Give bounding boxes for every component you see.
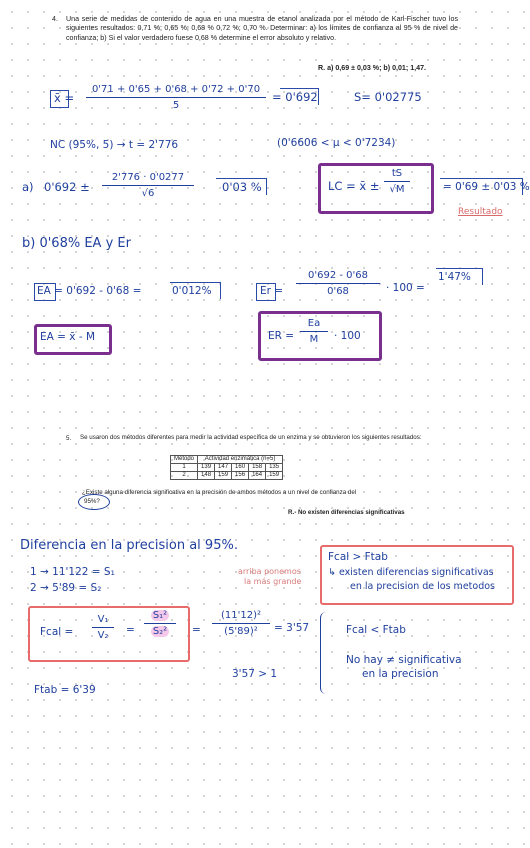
table-cell: 139 <box>198 464 215 472</box>
equals-sign: = <box>126 624 135 636</box>
problem-5-statement: Se usaron dos métodos diferentes para medir la actividad específica de un enzima y se obtuvieron los siguientes resultados: <box>80 434 422 441</box>
part-a-label: a) <box>22 180 34 194</box>
lc-numerator: tS <box>391 168 403 179</box>
er-result: 1'47% <box>438 271 471 283</box>
mean-result: = 0'692 <box>272 90 318 104</box>
table-row <box>171 472 283 480</box>
ea-formula: EA = x̄ - M <box>40 331 96 343</box>
er-numerator: 0'692 - 0'68 <box>308 270 368 281</box>
s2-squared: S₂² <box>152 626 168 637</box>
problem-5-number: 5. <box>66 435 72 442</box>
ratio-numerator: (11'12)² <box>220 610 261 621</box>
resultado-label: Resultado <box>458 207 503 217</box>
er-formula-multiplier: · 100 <box>334 330 361 342</box>
conclusion-box-line-1: ↳ existen diferencias significativas <box>328 567 494 578</box>
table-cell: 156 <box>232 472 249 480</box>
part-b-label: b) 0'68% EA y Er <box>22 236 131 251</box>
ratio-fraction <box>212 610 270 637</box>
ea-calculation: EA = 0'692 - 0'68 = <box>37 285 142 297</box>
conclusion-no-difference: No hay ≠ significativa <box>346 654 462 666</box>
er-formula-numerator: Ea <box>307 318 321 329</box>
part-a-expression: 0'692 ± <box>44 180 90 194</box>
conclusion-in-precision: en la precision <box>362 668 439 680</box>
table-cell: 135 <box>266 464 283 472</box>
table-header-row <box>171 456 283 464</box>
red-note-line-2: la más grande <box>244 577 302 586</box>
problem-4-number: 4. <box>52 15 58 23</box>
lc-fraction <box>384 168 410 195</box>
stddev-squared-fraction <box>144 610 176 637</box>
nc-line: NC (95%, 5) → t = 2'776 <box>50 139 179 151</box>
table-cell: 158 <box>249 464 266 472</box>
lc-formula: LC = x̄ ± <box>328 179 380 193</box>
conclusion-fcal-vs-ftab: Fcal < Ftab <box>346 624 406 636</box>
part-a-fraction <box>102 172 194 199</box>
stddev-fraction-line <box>144 623 176 624</box>
er-formula-fraction <box>300 318 328 345</box>
ratio-fraction-line <box>212 623 270 624</box>
er-formula-label: ER = <box>268 330 295 342</box>
ea-result: 0'012% <box>172 285 212 297</box>
table-header-method: Método <box>171 456 198 464</box>
lc-fraction-line <box>384 181 410 182</box>
er-multiplier: · 100 = <box>386 282 425 294</box>
equals-sign-2: = <box>192 624 201 636</box>
conclusion-box-line-2: en la precision de los metodos <box>350 581 495 592</box>
variance-1: V₁ <box>97 614 109 625</box>
table-header-activity: Actividad enzimática (n=5) <box>198 456 283 464</box>
confidence-interval: (0'6606 < μ < 0'7234) <box>277 137 396 149</box>
er-formula-fraction-line <box>300 331 328 332</box>
variance-fraction <box>92 614 114 641</box>
fcal-label: Fcal = <box>40 626 74 638</box>
table-cell: 159 <box>266 472 283 480</box>
part-a-numerator: 2'776 · 0'0277 <box>111 172 185 183</box>
er-label: Er = <box>260 285 284 297</box>
er-fraction-line <box>296 283 380 284</box>
table-cell: 1 <box>171 464 198 472</box>
problem-5-question: ¿Existe alguna diferencia significativa en la precisión de ambos métodos a un nivel de confianza del <box>82 489 357 496</box>
conclusion-brace <box>320 612 329 694</box>
mean-fraction-line <box>86 97 266 98</box>
problem-4-statement: Una serie de medidas de contenido de agua en una muestra de etanol analizada por el método de Karl-Fischer tuvo los siguientes resultados: 0,71 %; 0,65 %; 0,68 % 0,72 %; 0,70 %. Determinar: a) los límites de confianza al 95 % de nivel de confianza; b) Si el valor verdadero fuese 0,68 % determine el error absoluto y relativo. <box>66 15 458 42</box>
er-formula-denominator: M <box>309 334 319 345</box>
ftab-value: Ftab = 6'39 <box>34 684 96 696</box>
ratio-denominator: (5'89)² <box>224 626 258 637</box>
problem-5-answer: R.- No existen diferencias significativas <box>288 509 405 516</box>
std-dev-value: S= 0'02775 <box>354 90 422 104</box>
precision-title: Diferencia en la precision al 95%. <box>20 538 238 553</box>
table-row <box>171 464 283 472</box>
mean-fraction <box>86 84 266 111</box>
part-a-fraction-line <box>102 185 194 186</box>
problem-4-answer: R. a) 0,69 ± 0,03 %; b) 0,01; 1,47. <box>318 64 426 72</box>
table-cell: 148 <box>198 472 215 480</box>
method-2-std: 2 → 5'89 = S₂ <box>30 582 102 594</box>
part-a-denominator: √6 <box>141 188 155 199</box>
results-table <box>170 455 283 480</box>
er-denominator: 0'68 <box>327 286 349 297</box>
table-cell: 2 <box>171 472 198 480</box>
table-cell: 159 <box>215 472 232 480</box>
xbar-label: x̄ = <box>54 91 75 105</box>
table-cell: 147 <box>215 464 232 472</box>
part-a-half-width: 0'03 % <box>222 180 262 194</box>
lc-result: = 0'69 ± 0'03 % <box>443 181 530 193</box>
variance-fraction-line <box>92 627 114 628</box>
comparison: 3'57 > 1 <box>232 668 278 680</box>
lc-denominator: √M <box>389 184 405 195</box>
circled-confidence: 95%? <box>84 498 100 505</box>
conclusion-box-title: Fcal > Ftab <box>328 551 388 563</box>
table-cell: 164 <box>249 472 266 480</box>
variance-2: V₂ <box>97 630 109 641</box>
mean-denominator: 5 <box>172 100 180 111</box>
table-cell: 160 <box>232 464 249 472</box>
s1-squared: S₁² <box>152 610 168 621</box>
mean-numerator: 0'71 + 0'65 + 0'68 + 0'72 + 0'70 <box>91 84 261 95</box>
er-fraction <box>296 270 380 297</box>
red-note-line-1: arriba ponemos <box>238 567 301 576</box>
ratio-result: = 3'57 <box>274 622 310 634</box>
method-1-std: 1 → 11'122 = S₁ <box>30 566 115 578</box>
